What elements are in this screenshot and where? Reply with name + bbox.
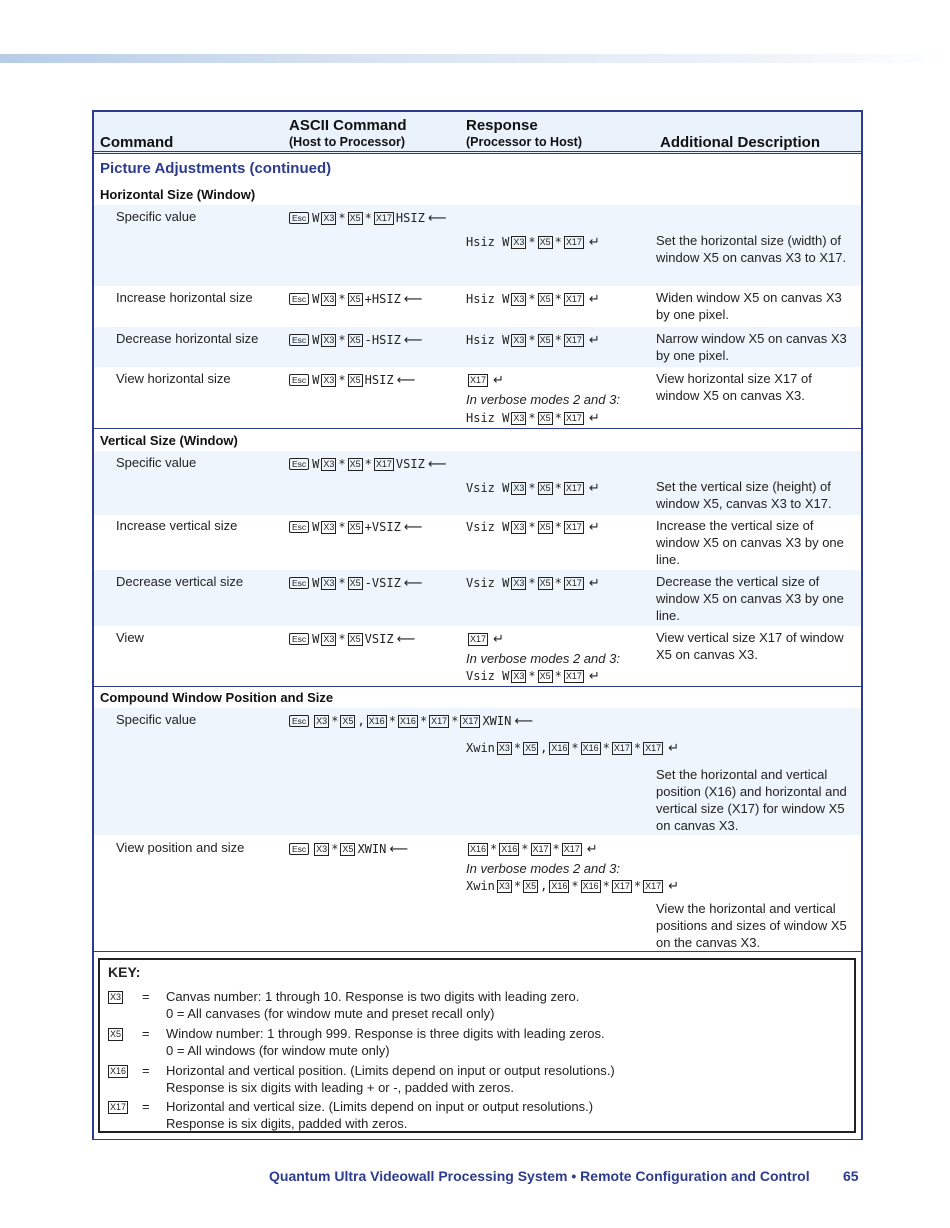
esc-key: Esc — [289, 633, 309, 645]
group-separator — [94, 951, 861, 952]
row-h-increase: Increase horizontal size — [116, 290, 253, 305]
top-accent-bar — [0, 54, 950, 63]
cmd-h-increase: Esc W X3 * X5 +HSIZ ⟵ — [289, 291, 422, 308]
var-x5: X5 — [349, 634, 361, 644]
var-x5: X5 — [539, 671, 551, 681]
resp-v-increase: Vsiz W X3 * X5 * X17 ↵ — [466, 520, 600, 535]
var-x5: X5 — [349, 294, 361, 304]
resp-v-view-verbose: Vsiz W X3 * X5 * X17 ↵ — [466, 669, 600, 684]
resp-h-increase: Hsiz W X3 * X5 * X17 ↵ — [466, 292, 600, 307]
cmd-v-specific: Esc W X3 * X5 * X17 VSIZ ⟵ — [289, 456, 446, 473]
group-separator — [94, 428, 861, 429]
var-x5: X5 — [539, 237, 551, 247]
header-description: Additional Description — [660, 134, 821, 151]
cmd-v-view: Esc W X3 * X5 VSIZ ⟵ — [289, 631, 415, 648]
verbose-note: In verbose modes 2 and 3: — [466, 651, 620, 666]
desc-c-view: View the horizontal and vertical positions and sizes of window X5 on the canvas X3. — [656, 901, 847, 950]
row-v-specific: Specific value — [116, 455, 197, 470]
carriage-return-arrow-icon: ⟵ — [403, 520, 423, 535]
var-x3: X3 — [513, 671, 525, 681]
desc-h-specific: Set the horizontal size (width) of window X5 on canvas X3 to X17. — [656, 233, 847, 265]
desc-v-view: View vertical size X17 of window X5 on canvas X3. — [656, 630, 844, 662]
var-x17: X17 — [375, 213, 392, 223]
var-x3: X3 — [323, 459, 335, 469]
var-x3: X3 — [323, 522, 335, 532]
return-arrow-icon: ↵ — [586, 842, 598, 857]
group-horizontal-size: Horizontal Size (Window) — [100, 187, 256, 202]
footer-title: Quantum Ultra Videowall Processing System • Remote Configuration and Control — [269, 1168, 810, 1184]
resp-h-decrease: Hsiz W X3 * X5 * X17 ↵ — [466, 333, 600, 348]
var-x17: X17 — [563, 844, 580, 854]
var-x5: X5 — [110, 1029, 122, 1039]
resp-h-view-verbose: Hsiz W X3 * X5 * X17 ↵ — [466, 411, 600, 426]
var-x17: X17 — [565, 522, 582, 532]
group-separator — [94, 686, 861, 687]
var-x5: X5 — [539, 335, 551, 345]
header-ascii: ASCII Command — [289, 117, 407, 134]
desc-h-increase: Widen window X5 on canvas X3 by one pixel. — [656, 290, 842, 322]
key-item: X17 = Horizontal and vertical size. (Limits depend on input or output resolutions.) Response is six digits, padded with zeros. — [110, 1099, 594, 1131]
var-x3: X3 — [323, 375, 335, 385]
carriage-return-arrow-icon: ⟵ — [427, 457, 447, 472]
row-v-view: View — [116, 630, 144, 645]
row-v-increase: Increase vertical size — [116, 518, 238, 533]
var-x16: X16 — [582, 743, 599, 753]
var-x16: X16 — [110, 1066, 127, 1076]
row-c-view: View position and size — [116, 840, 245, 855]
var-x5: X5 — [349, 213, 361, 223]
var-x3: X3 — [316, 716, 328, 726]
var-x17: X17 — [470, 634, 487, 644]
var-x3: X3 — [323, 335, 335, 345]
var-x17: X17 — [565, 294, 582, 304]
verbose-note: In verbose modes 2 and 3: — [466, 861, 620, 876]
esc-key: Esc — [289, 374, 309, 386]
var-x16: X16 — [399, 716, 416, 726]
var-x5: X5 — [525, 881, 537, 891]
var-x3: X3 — [110, 992, 122, 1002]
esc-key: Esc — [289, 293, 309, 305]
carriage-return-arrow-icon: ⟵ — [514, 714, 533, 729]
return-arrow-icon: ↵ — [588, 235, 600, 250]
return-arrow-icon: ↵ — [588, 669, 600, 684]
var-x5: X5 — [349, 459, 361, 469]
var-x5: X5 — [342, 844, 354, 854]
var-x3: X3 — [513, 483, 525, 493]
var-x3: X3 — [316, 844, 328, 854]
var-x17: X17 — [565, 671, 582, 681]
var-x17: X17 — [375, 459, 392, 469]
carriage-return-arrow-icon: ⟵ — [389, 842, 408, 857]
var-x3: X3 — [323, 578, 335, 588]
return-arrow-icon: ↵ — [668, 741, 680, 756]
var-x17: X17 — [431, 716, 448, 726]
resp-h-view — [466, 372, 504, 389]
var-x17: X17 — [110, 1102, 127, 1112]
var-x16: X16 — [551, 743, 568, 753]
desc-v-decrease: Decrease the vertical size of window X5 on canvas X3 by one line. — [656, 574, 844, 623]
carriage-return-arrow-icon: ⟵ — [403, 333, 423, 348]
var-x17: X17 — [613, 743, 630, 753]
group-vertical-size: Vertical Size (Window) — [100, 433, 238, 448]
resp-c-specific: Xwin X3 * X5 , X16 * X16 * X17 * X17 ↵ — [466, 741, 680, 756]
carriage-return-arrow-icon: ⟵ — [403, 576, 423, 591]
resp-v-view — [466, 631, 504, 648]
var-x5: X5 — [525, 743, 537, 753]
desc-v-increase: Increase the vertical size of window X5 on canvas X3 by one line. — [656, 518, 844, 567]
var-x16: X16 — [582, 881, 599, 891]
esc-key: Esc — [289, 334, 309, 346]
header-command: Command — [100, 134, 174, 151]
row-h-specific: Specific value — [116, 209, 197, 224]
return-arrow-icon: ↵ — [668, 879, 680, 894]
return-arrow-icon: ↵ — [493, 373, 504, 388]
esc-key: Esc — [289, 458, 309, 470]
row-c-specific: Specific value — [116, 712, 197, 727]
cmd-c-specific: Esc X3 * X5 , X16 * X16 * X17 * X17 XWIN ⟵ — [289, 713, 533, 730]
desc-h-decrease: Narrow window X5 on canvas X3 by one pixel. — [656, 331, 847, 363]
var-x16: X16 — [368, 716, 385, 726]
page-number: 65 — [843, 1168, 859, 1184]
var-x3: X3 — [513, 335, 525, 345]
var-x17: X17 — [565, 483, 582, 493]
cmd-h-view: Esc W X3 * X5 HSIZ ⟵ — [289, 372, 415, 389]
desc-c-specific: Set the horizontal and vertical position (X16) and horizontal and vertical size (X17) for window X5 on canvas X3. — [656, 767, 847, 833]
esc-key: Esc — [289, 521, 309, 533]
var-x3: X3 — [513, 522, 525, 532]
resp-v-specific: Vsiz W X3 * X5 * X17 ↵ — [466, 481, 600, 496]
cmd-v-decrease: Esc W X3 * X5 -VSIZ ⟵ — [289, 575, 422, 592]
var-x17: X17 — [532, 844, 549, 854]
var-x3: X3 — [323, 213, 335, 223]
var-x17: X17 — [565, 578, 582, 588]
var-x16: X16 — [551, 881, 568, 891]
var-x5: X5 — [539, 294, 551, 304]
return-arrow-icon: ↵ — [588, 411, 600, 426]
var-x5: X5 — [349, 578, 361, 588]
var-x3: X3 — [513, 294, 525, 304]
group-compound: Compound Window Position and Size — [100, 690, 334, 705]
carriage-return-arrow-icon: ⟵ — [396, 373, 416, 388]
return-arrow-icon: ↵ — [588, 576, 600, 591]
var-x17: X17 — [462, 716, 479, 726]
return-arrow-icon: ↵ — [588, 520, 600, 535]
return-arrow-icon: ↵ — [588, 292, 600, 307]
var-x16: X16 — [501, 844, 518, 854]
var-x5: X5 — [349, 375, 361, 385]
table-header — [94, 112, 861, 154]
var-x16: X16 — [470, 844, 487, 854]
return-arrow-icon: ↵ — [588, 481, 600, 496]
var-x5: X5 — [349, 335, 361, 345]
return-arrow-icon: ↵ — [588, 333, 600, 348]
var-x3: X3 — [513, 413, 525, 423]
row-v-decrease: Decrease vertical size — [116, 574, 244, 589]
esc-key: Esc — [289, 715, 309, 727]
resp-c-view: X16 * X16 * X17 * X17 ↵ — [470, 842, 598, 857]
var-x17: X17 — [565, 335, 582, 345]
var-x17: X17 — [565, 413, 582, 423]
var-x3: X3 — [498, 743, 510, 753]
var-x3: X3 — [513, 578, 525, 588]
key-item: X3 = Canvas number: 1 through 10. Response is two digits with leading zero. 0 = All canvases (for window mute and preset recall only) — [110, 989, 580, 1021]
cmd-h-decrease: Esc W X3 * X5 -HSIZ ⟵ — [289, 332, 422, 349]
var-x17: X17 — [613, 881, 630, 891]
resp-c-view-verbose: Xwin X3 * X5 , X16 * X16 * X17 * X17 ↵ — [466, 879, 680, 894]
desc-v-specific: Set the vertical size (height) of window X5, canvas X3 to X17. — [656, 479, 832, 511]
var-x5: X5 — [539, 413, 551, 423]
var-x5: X5 — [342, 716, 354, 726]
carriage-return-arrow-icon: ⟵ — [396, 632, 416, 647]
desc-h-view: View horizontal size X17 of window X5 on canvas X3. — [656, 371, 812, 403]
key-item: X16 = Horizontal and vertical position. (Limits depend on input or output resolutions.) Response is six digits with leading + or -, padded with zeros. — [110, 1063, 615, 1095]
var-x5: X5 — [539, 483, 551, 493]
var-x17: X17 — [565, 237, 582, 247]
row-h-decrease: Decrease horizontal size — [116, 331, 259, 346]
resp-h-specific: Hsiz W X3 * X5 * X17 ↵ — [466, 235, 600, 250]
carriage-return-arrow-icon: ⟵ — [427, 211, 447, 226]
var-x3: X3 — [323, 634, 335, 644]
row-h-view: View horizontal size — [116, 371, 231, 386]
key-item: X5 = Window number: 1 through 999. Response is three digits with leading zeros. 0 = All windows (for window mute only) — [110, 1026, 605, 1058]
cmd-h-specific: Esc W X3 * X5 * X17 HSIZ ⟵ — [289, 210, 446, 227]
header-response: Response — [466, 117, 538, 134]
var-x17: X17 — [645, 743, 662, 753]
return-arrow-icon: ↵ — [493, 632, 504, 647]
esc-key: Esc — [289, 212, 309, 224]
var-x3: X3 — [323, 294, 335, 304]
cmd-v-increase: Esc W X3 * X5 +VSIZ ⟵ — [289, 519, 422, 536]
key-legend — [98, 958, 856, 1133]
cmd-c-view: Esc X3 * X5 XWIN ⟵ — [289, 841, 408, 858]
key-title: KEY: — [108, 964, 141, 980]
var-x17: X17 — [470, 375, 487, 385]
var-x5: X5 — [349, 522, 361, 532]
var-x17: X17 — [645, 881, 662, 891]
var-x5: X5 — [539, 522, 551, 532]
carriage-return-arrow-icon: ⟵ — [403, 292, 423, 307]
var-x3: X3 — [513, 237, 525, 247]
resp-v-decrease: Vsiz W X3 * X5 * X17 ↵ — [466, 576, 600, 591]
var-x5: X5 — [539, 578, 551, 588]
esc-key: Esc — [289, 843, 309, 855]
esc-key: Esc — [289, 577, 309, 589]
header-response-sub: (Processor to Host) — [466, 135, 582, 149]
header-ascii-sub: (Host to Processor) — [289, 135, 405, 149]
section-title: Picture Adjustments (continued) — [100, 160, 332, 177]
var-x3: X3 — [498, 881, 510, 891]
verbose-note: In verbose modes 2 and 3: — [466, 392, 620, 407]
